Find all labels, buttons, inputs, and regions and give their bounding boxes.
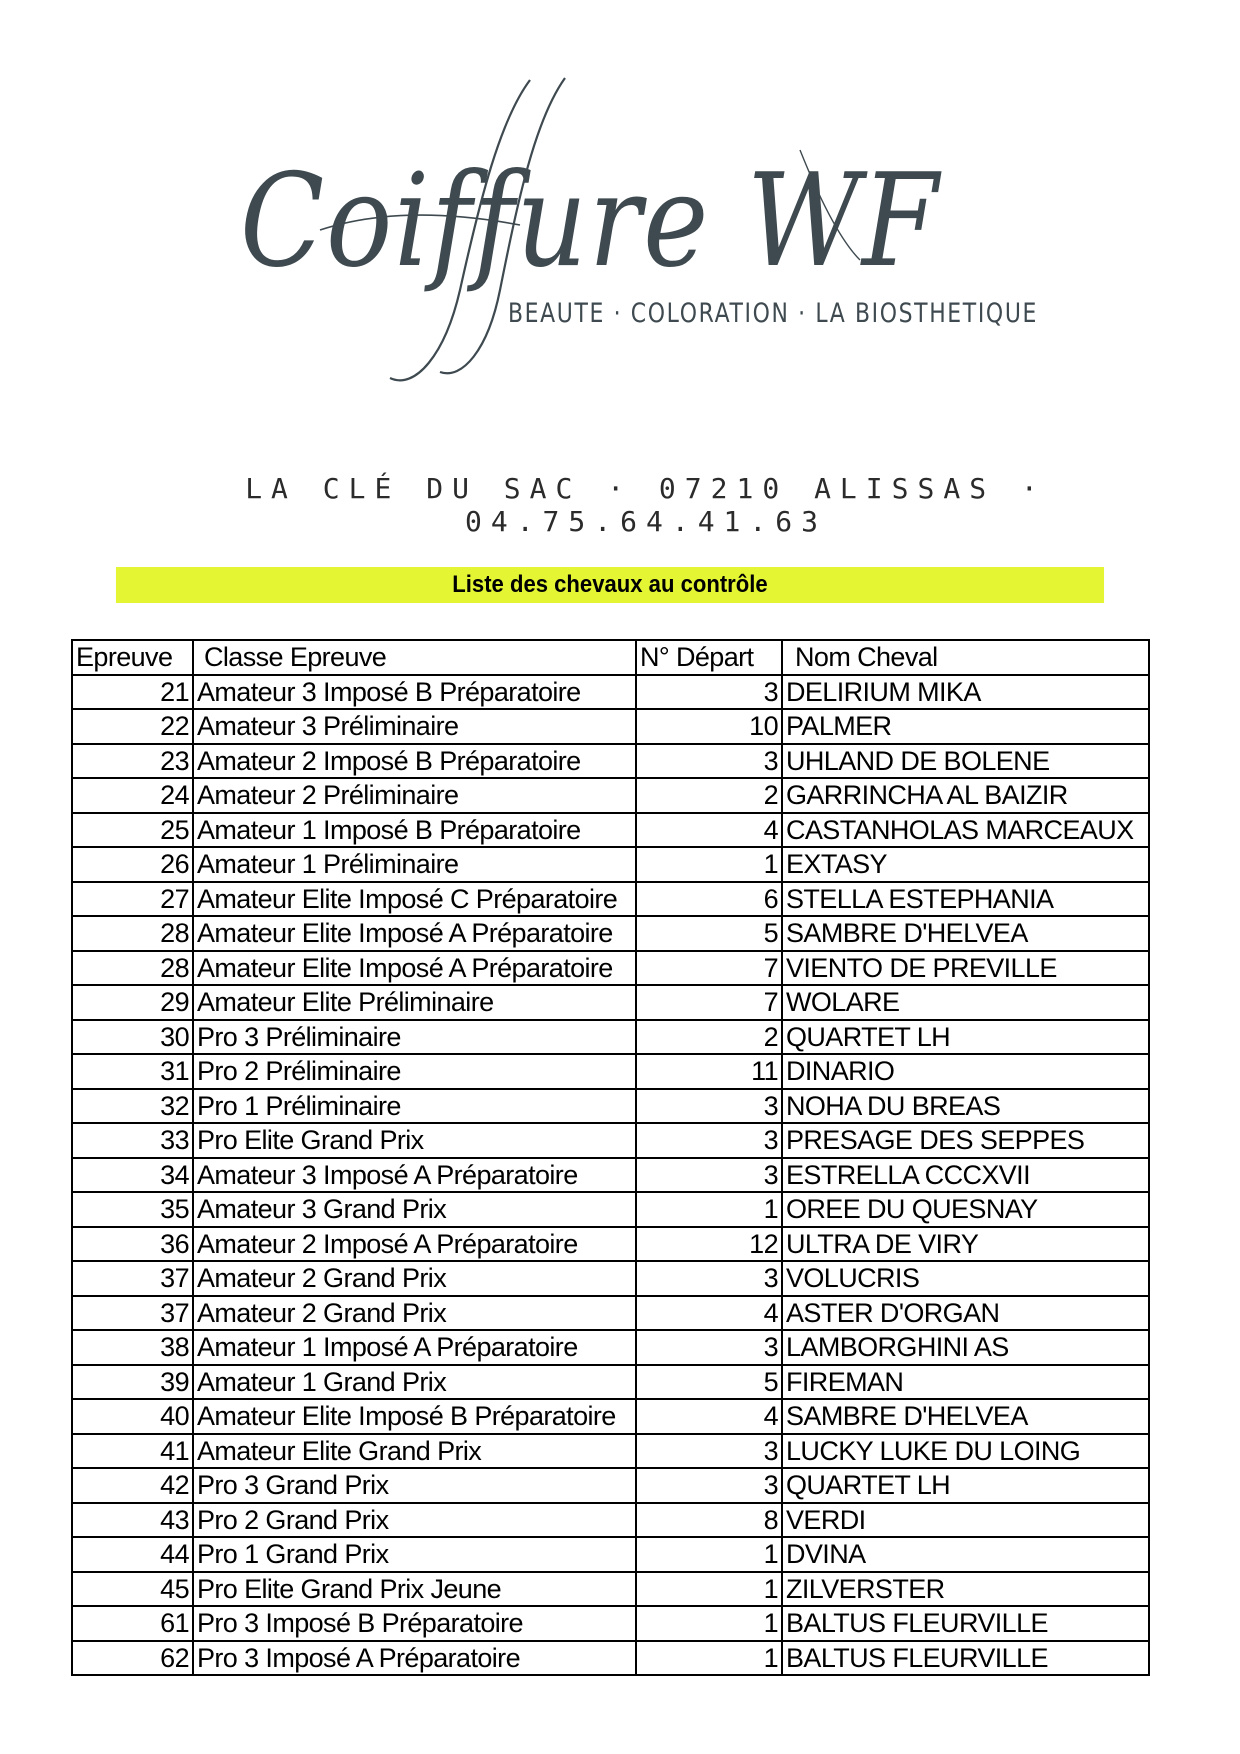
cell-classe-epreuve: Pro Elite Grand Prix: [193, 1123, 636, 1158]
cell-numero-depart: 6: [636, 882, 782, 917]
table-row: [72, 709, 1149, 744]
cell-classe-epreuve: Amateur 3 Préliminaire: [193, 709, 636, 744]
brand-logo: [200, 60, 1060, 400]
cell-nom-cheval: PALMER: [782, 709, 1149, 744]
cell-epreuve: 24: [72, 778, 193, 813]
table-row: [72, 847, 1149, 882]
cell-nom-cheval: LUCKY LUKE DU LOING: [782, 1434, 1149, 1469]
cell-classe-epreuve: Amateur 2 Préliminaire: [193, 778, 636, 813]
cell-numero-depart: 3: [636, 1158, 782, 1193]
table-row: [72, 1399, 1149, 1434]
cell-epreuve: 22: [72, 709, 193, 744]
cell-epreuve: 35: [72, 1192, 193, 1227]
cell-epreuve: 26: [72, 847, 193, 882]
cell-nom-cheval: ULTRA DE VIRY: [782, 1227, 1149, 1262]
cell-nom-cheval: DVINA: [782, 1537, 1149, 1572]
table-row: [72, 1227, 1149, 1262]
cell-classe-epreuve: Amateur 2 Imposé B Préparatoire: [193, 744, 636, 779]
cell-epreuve: 44: [72, 1537, 193, 1572]
table-row: [72, 1192, 1149, 1227]
cell-nom-cheval: SAMBRE D'HELVEA: [782, 1399, 1149, 1434]
cell-classe-epreuve: Pro 3 Imposé B Préparatoire: [193, 1606, 636, 1641]
cell-classe-epreuve: Amateur 3 Grand Prix: [193, 1192, 636, 1227]
cell-nom-cheval: BALTUS FLEURVILLE: [782, 1641, 1149, 1676]
cell-numero-depart: 2: [636, 1020, 782, 1055]
cell-nom-cheval: QUARTET LH: [782, 1468, 1149, 1503]
cell-numero-depart: 3: [636, 1089, 782, 1124]
cell-epreuve: 23: [72, 744, 193, 779]
cell-nom-cheval: QUARTET LH: [782, 1020, 1149, 1055]
table-row: [72, 882, 1149, 917]
cell-numero-depart: 3: [636, 1434, 782, 1469]
cell-numero-depart: 1: [636, 1192, 782, 1227]
table-row: [72, 1158, 1149, 1193]
cell-nom-cheval: ZILVERSTER: [782, 1572, 1149, 1607]
table-row: [72, 1123, 1149, 1158]
cell-nom-cheval: UHLAND DE BOLENE: [782, 744, 1149, 779]
table-row: [72, 675, 1149, 710]
table-row: [72, 916, 1149, 951]
cell-numero-depart: 7: [636, 985, 782, 1020]
cell-classe-epreuve: Amateur Elite Imposé B Préparatoire: [193, 1399, 636, 1434]
cell-epreuve: 41: [72, 1434, 193, 1469]
table-row: [72, 1365, 1149, 1400]
header-classe-epreuve: Classe Epreuve: [193, 640, 636, 675]
cell-nom-cheval: PRESAGE DES SEPPES: [782, 1123, 1149, 1158]
table-body: [72, 675, 1149, 1676]
table-row: [72, 985, 1149, 1020]
list-title: Liste des chevaux au contrôle: [452, 571, 768, 598]
cell-classe-epreuve: Amateur Elite Imposé A Préparatoire: [193, 916, 636, 951]
cell-nom-cheval: EXTASY: [782, 847, 1149, 882]
cell-numero-depart: 1: [636, 1606, 782, 1641]
table-row: [72, 1434, 1149, 1469]
cell-epreuve: 62: [72, 1641, 193, 1676]
cell-nom-cheval: DINARIO: [782, 1054, 1149, 1089]
horses-table: [71, 639, 1150, 1676]
cell-numero-depart: 7: [636, 951, 782, 986]
cell-numero-depart: 1: [636, 1572, 782, 1607]
cell-classe-epreuve: Amateur Elite Grand Prix: [193, 1434, 636, 1469]
cell-classe-epreuve: Amateur 1 Imposé A Préparatoire: [193, 1330, 636, 1365]
cell-epreuve: 28: [72, 916, 193, 951]
cell-classe-epreuve: Amateur 1 Préliminaire: [193, 847, 636, 882]
cell-nom-cheval: VIENTO DE PREVILLE: [782, 951, 1149, 986]
cell-epreuve: 37: [72, 1296, 193, 1331]
cell-epreuve: 40: [72, 1399, 193, 1434]
table-row: [72, 1296, 1149, 1331]
logo-tagline: BEAUTE · COLORATION · LA BIOSTHETIQUE: [508, 298, 1038, 329]
cell-classe-epreuve: Amateur 3 Imposé B Préparatoire: [193, 675, 636, 710]
cell-numero-depart: 3: [636, 744, 782, 779]
table-row: [72, 1468, 1149, 1503]
cell-classe-epreuve: Pro 2 Grand Prix: [193, 1503, 636, 1538]
header-epreuve: Epreuve: [72, 640, 193, 675]
table-row: [72, 1641, 1149, 1676]
cell-numero-depart: 3: [636, 1468, 782, 1503]
cell-classe-epreuve: Pro 2 Préliminaire: [193, 1054, 636, 1089]
cell-nom-cheval: CASTANHOLAS MARCEAUX: [782, 813, 1149, 848]
cell-classe-epreuve: Amateur 2 Grand Prix: [193, 1296, 636, 1331]
cell-nom-cheval: VOLUCRIS: [782, 1261, 1149, 1296]
logo-artwork: [200, 60, 1060, 400]
cell-epreuve: 25: [72, 813, 193, 848]
cell-epreuve: 29: [72, 985, 193, 1020]
cell-nom-cheval: STELLA ESTEPHANIA: [782, 882, 1149, 917]
cell-numero-depart: 11: [636, 1054, 782, 1089]
table-row: [72, 1330, 1149, 1365]
cell-numero-depart: 10: [636, 709, 782, 744]
cell-classe-epreuve: Pro 1 Grand Prix: [193, 1537, 636, 1572]
cell-epreuve: 37: [72, 1261, 193, 1296]
cell-nom-cheval: VERDI: [782, 1503, 1149, 1538]
cell-classe-epreuve: Amateur 1 Grand Prix: [193, 1365, 636, 1400]
cell-numero-depart: 4: [636, 813, 782, 848]
cell-nom-cheval: BALTUS FLEURVILLE: [782, 1606, 1149, 1641]
cell-numero-depart: 1: [636, 847, 782, 882]
table-row: [72, 813, 1149, 848]
table-row: [72, 1054, 1149, 1089]
table-row: [72, 1089, 1149, 1124]
table-row: [72, 1572, 1149, 1607]
cell-epreuve: 42: [72, 1468, 193, 1503]
table-row: [72, 1020, 1149, 1055]
cell-nom-cheval: NOHA DU BREAS: [782, 1089, 1149, 1124]
cell-numero-depart: 3: [636, 1123, 782, 1158]
cell-epreuve: 21: [72, 675, 193, 710]
cell-epreuve: 28: [72, 951, 193, 986]
cell-numero-depart: 3: [636, 675, 782, 710]
cell-epreuve: 30: [72, 1020, 193, 1055]
cell-nom-cheval: FIREMAN: [782, 1365, 1149, 1400]
cell-epreuve: 39: [72, 1365, 193, 1400]
cell-numero-depart: 5: [636, 1365, 782, 1400]
logo-brand-text: Coiffure WF: [240, 147, 942, 296]
cell-epreuve: 36: [72, 1227, 193, 1262]
cell-numero-depart: 3: [636, 1330, 782, 1365]
cell-numero-depart: 12: [636, 1227, 782, 1262]
cell-nom-cheval: WOLARE: [782, 985, 1149, 1020]
cell-nom-cheval: SAMBRE D'HELVEA: [782, 916, 1149, 951]
salon-address: LA CLÉ DU SAC · 07210 ALISSAS · 04.75.64.41.63: [245, 472, 1047, 538]
table-header-row: [72, 640, 1149, 675]
cell-numero-depart: 4: [636, 1296, 782, 1331]
table-row: [72, 778, 1149, 813]
cell-epreuve: 38: [72, 1330, 193, 1365]
cell-epreuve: 61: [72, 1606, 193, 1641]
cell-classe-epreuve: Amateur Elite Imposé C Préparatoire: [193, 882, 636, 917]
cell-epreuve: 31: [72, 1054, 193, 1089]
table-row: [72, 1503, 1149, 1538]
cell-numero-depart: 1: [636, 1537, 782, 1572]
cell-nom-cheval: GARRINCHA AL BAIZIR: [782, 778, 1149, 813]
list-title-banner: [116, 567, 1104, 603]
cell-classe-epreuve: Amateur 3 Imposé A Préparatoire: [193, 1158, 636, 1193]
cell-numero-depart: 3: [636, 1261, 782, 1296]
table-row: [72, 744, 1149, 779]
cell-nom-cheval: OREE DU QUESNAY: [782, 1192, 1149, 1227]
cell-numero-depart: 2: [636, 778, 782, 813]
cell-classe-epreuve: Amateur 2 Imposé A Préparatoire: [193, 1227, 636, 1262]
cell-epreuve: 34: [72, 1158, 193, 1193]
table-row: [72, 951, 1149, 986]
cell-classe-epreuve: Amateur 2 Grand Prix: [193, 1261, 636, 1296]
table-row: [72, 1537, 1149, 1572]
cell-numero-depart: 1: [636, 1641, 782, 1676]
cell-numero-depart: 5: [636, 916, 782, 951]
cell-epreuve: 32: [72, 1089, 193, 1124]
cell-classe-epreuve: Pro 3 Imposé A Préparatoire: [193, 1641, 636, 1676]
header-nom-cheval: Nom Cheval: [782, 640, 1149, 675]
cell-classe-epreuve: Amateur 1 Imposé B Préparatoire: [193, 813, 636, 848]
cell-classe-epreuve: Pro 3 Grand Prix: [193, 1468, 636, 1503]
cell-numero-depart: 8: [636, 1503, 782, 1538]
table-row: [72, 1261, 1149, 1296]
cell-classe-epreuve: Amateur Elite Imposé A Préparatoire: [193, 951, 636, 986]
cell-epreuve: 27: [72, 882, 193, 917]
cell-epreuve: 45: [72, 1572, 193, 1607]
cell-classe-epreuve: Pro Elite Grand Prix Jeune: [193, 1572, 636, 1607]
cell-numero-depart: 4: [636, 1399, 782, 1434]
cell-nom-cheval: ESTRELLA CCCXVII: [782, 1158, 1149, 1193]
cell-nom-cheval: DELIRIUM MIKA: [782, 675, 1149, 710]
header-numero-depart: N° Départ: [636, 640, 782, 675]
cell-nom-cheval: ASTER D'ORGAN: [782, 1296, 1149, 1331]
table-row: [72, 1606, 1149, 1641]
cell-epreuve: 33: [72, 1123, 193, 1158]
cell-classe-epreuve: Pro 1 Préliminaire: [193, 1089, 636, 1124]
cell-classe-epreuve: Pro 3 Préliminaire: [193, 1020, 636, 1055]
cell-epreuve: 43: [72, 1503, 193, 1538]
cell-nom-cheval: LAMBORGHINI AS: [782, 1330, 1149, 1365]
cell-classe-epreuve: Amateur Elite Préliminaire: [193, 985, 636, 1020]
